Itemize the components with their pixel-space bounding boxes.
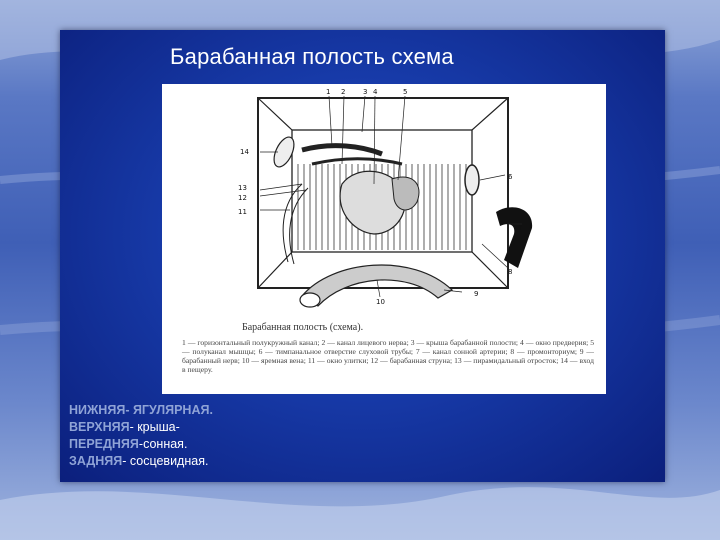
ear-cavity-diagram [162, 84, 606, 394]
wall-key: НИЖНЯЯ [69, 403, 126, 417]
diagram-number-1: 1 [326, 88, 331, 96]
diagram-number-4: 4 [373, 88, 378, 96]
wall-item-upper [69, 419, 213, 436]
diagram-number-7: 7 [518, 224, 523, 232]
walls-list [69, 402, 213, 470]
wall-key: ПЕРЕДНЯЯ [69, 437, 139, 451]
wall-value: - ЯГУЛЯРНАЯ. [125, 403, 213, 417]
diagram-number-11: 11 [238, 208, 247, 216]
wall-key: ЗАДНЯЯ [69, 454, 123, 468]
wall-value: - крыша- [129, 420, 180, 434]
diagram-caption: Барабанная полость (схема). [242, 322, 364, 333]
wall-value: - сосцевидная. [122, 454, 209, 468]
diagram-number-12: 12 [238, 194, 247, 202]
diagram-number-13: 13 [238, 184, 247, 192]
diagram-number-9: 9 [474, 290, 479, 298]
diagram-number-10: 10 [376, 298, 385, 306]
diagram-number-14: 14 [240, 148, 249, 156]
diagram-number-5: 5 [403, 88, 408, 96]
diagram-number-6: 6 [508, 173, 513, 181]
wall-item-back [69, 453, 213, 470]
diagram-number-2: 2 [341, 88, 346, 96]
slide-title: Барабанная полость схема [170, 44, 454, 69]
wall-item-front [69, 436, 213, 453]
diagram-number-8: 8 [508, 268, 513, 276]
wall-value: -сонная. [138, 437, 188, 451]
diagram-number-3: 3 [363, 88, 368, 96]
diagram-legend: 1 — горизонтальный полукружный канал; 2 — канал лицевого нерва; 3 — крыша барабанной полости; 4 — окно предверия; 5 — полуканал мышцы; 6 — тимпанальное отверстие слуховой трубы; 7 — канал сонной артерии; 8 — промонториум; 9 — барабанный нерв; 10 — яремная вена; 11 — окно улитки; 12 — барабанная струна; 13 — пирамидальный отросток; 14 — вход в пещеру. [182, 338, 594, 374]
wall-item-lower [69, 402, 213, 419]
wall-key: ВЕРХНЯЯ [69, 420, 130, 434]
